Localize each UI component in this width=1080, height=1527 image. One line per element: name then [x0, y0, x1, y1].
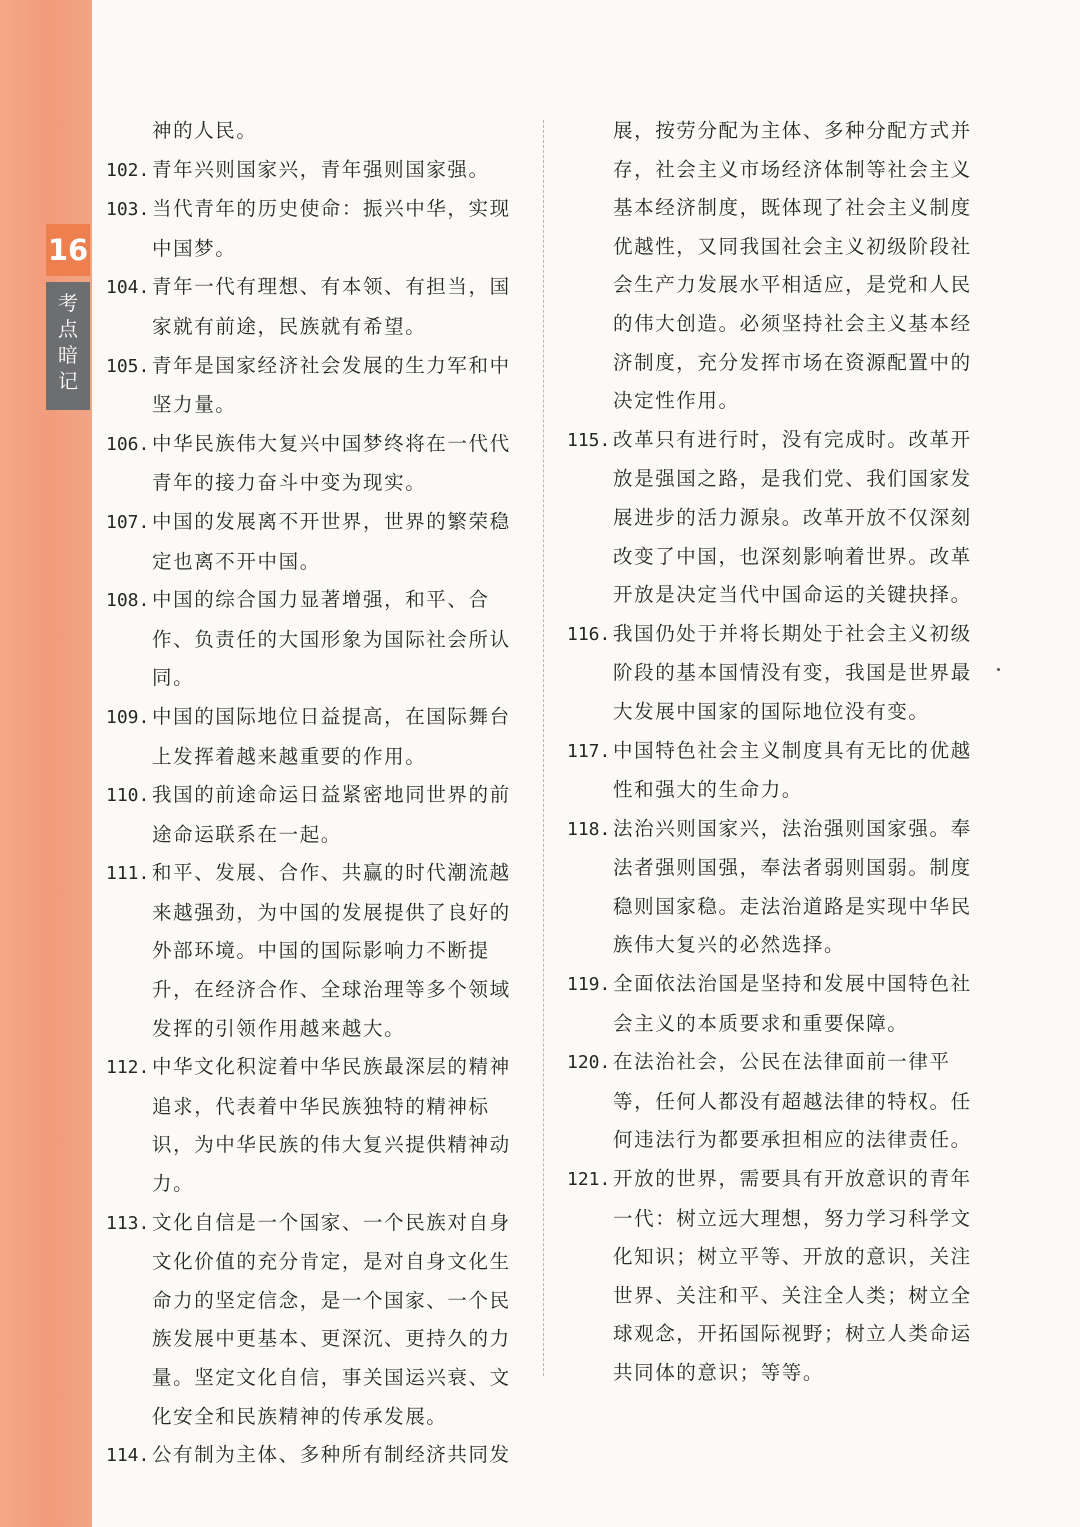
item-text: 开放的世界，需要具有开放意识的青年一代：树立远大理想，努力学习科学文化知识；树立平等、开放的意识，关注世界、关注和平、关注全人类；树立全球观念，开拓国际视野；树立人类命运共同体的意识；等等。: [613, 1167, 972, 1384]
item-text: 中国的发展离不开世界，世界的繁荣稳定也离不开中国。: [152, 509, 511, 573]
item-text: 青年是国家经济社会发展的生力军和中坚力量。: [152, 353, 511, 417]
item-number: 111.: [106, 863, 150, 885]
list-item: [106, 425, 526, 503]
item-text: 和平、发展、合作、共赢的时代潮流越来越强劲，为中国的发展提供了良好的外部环境。中国的国际影响力不断提升，在经济合作、全球治理等多个领域发挥的引领作用越来越大。: [152, 861, 511, 1040]
list-item: [106, 581, 526, 698]
list-item: [567, 421, 987, 615]
list-item: [106, 698, 526, 776]
list-item: [567, 810, 987, 965]
item-text: 改革只有进行时，没有完成时。改革开放是强国之路，是我们党、我们国家发展进步的活力源泉。改革开放不仅深刻改变了中国，也深刻影响着世界。改革开放是决定当代中国命运的关键抉择。: [613, 427, 972, 607]
list-item: [106, 347, 526, 425]
continuation-text: 展，按劳分配为主体、多种分配方式并存，社会主义市场经济体制等社会主义基本经济制度，既体现了社会主义制度优越性，又同我国社会主义初级阶段社会生产力发展水平相适应，是党和人民的伟大创造。必须坚持社会主义基本经济制度，充分发挥市场在资源配置中的决定性作用。: [613, 119, 972, 413]
item-number: 107.: [106, 511, 150, 533]
item-number: 108.: [106, 590, 150, 612]
list-item: [567, 732, 987, 810]
list-item: [567, 1160, 987, 1393]
list-item: [106, 854, 526, 1048]
item-number: 119.: [567, 974, 611, 996]
section-label-char: 暗: [58, 343, 78, 367]
item-number: 113.: [106, 1212, 150, 1234]
item-text: 我国的前途命运日益紧密地同世界的前途命运联系在一起。: [152, 783, 511, 846]
item-text: 文化自信是一个国家、一个民族对自身文化价值的充分肯定，是对自身文化生命力的坚定信念，是一个国家、一个民族发展中更基本、更深沉、更持久的力量。坚定文化自信，事关国运兴衰、文化安全和民族精神的传承发展。: [152, 1210, 511, 1428]
item-number: 116.: [567, 623, 611, 645]
item-number: 110.: [106, 785, 150, 807]
list-item: [106, 1204, 526, 1437]
item-number: 115.: [567, 429, 611, 451]
right-column: [567, 112, 987, 1393]
item-number: 109.: [106, 706, 150, 728]
item-text: 中国的国际地位日益提高，在国际舞台上发挥着越来越重要的作用。: [152, 704, 511, 768]
list-item: [567, 615, 987, 732]
list-item: [567, 965, 987, 1043]
page-number: 16: [46, 224, 90, 276]
item-text: 法治兴则国家兴，法治强则国家强。奉法者强则国强，奉法者弱则国弱。制度稳则国家稳。走法治道路是实现中华民族伟大复兴的必然选择。: [613, 816, 972, 957]
left-column: [106, 112, 526, 1476]
item-text: 中国的综合国力显著增强，和平、合作、负责任的大国形象为国际社会所认同。: [152, 588, 511, 690]
item-number: 102.: [106, 159, 150, 181]
item-text: 公有制为主体、多种所有制经济共同发: [152, 1443, 511, 1467]
item-number: 118.: [567, 818, 611, 840]
item-number: 117.: [567, 740, 611, 762]
item-number: 104.: [106, 277, 150, 299]
item-text: 中华文化积淀着中华民族最深层的精神追求，代表着中华民族独特的精神标识，为中华民族的伟大复兴提供精神动力。: [152, 1055, 511, 1196]
section-label-char: 点: [58, 317, 78, 341]
list-item: [106, 776, 526, 854]
item-number: 120.: [567, 1052, 611, 1074]
list-item: [106, 503, 526, 581]
item-text: 中华民族伟大复兴中国梦终将在一代代青年的接力奋斗中变为现实。: [152, 431, 511, 495]
list-item: [106, 1048, 526, 1203]
item-number: 114.: [106, 1445, 150, 1467]
item-text: 青年兴则国家兴，青年强则国家强。: [152, 157, 490, 181]
item-text: 当代青年的历史使命：振兴中华，实现中国梦。: [152, 197, 511, 260]
section-label-char: 记: [58, 369, 78, 393]
margin-dot: [997, 668, 1000, 671]
list-item: [106, 268, 526, 346]
continuation-text: 神的人民。: [152, 119, 258, 142]
list-item: [106, 1436, 526, 1476]
list-item: [106, 151, 526, 191]
item-text: 青年一代有理想、有本领、有担当，国家就有前途，民族就有希望。: [152, 275, 511, 338]
item-number: 106.: [106, 433, 150, 455]
item-number: 121.: [567, 1169, 611, 1191]
list-item: [567, 1043, 987, 1160]
column-divider: [543, 120, 544, 1376]
item-number: 112.: [106, 1057, 150, 1079]
section-label-char: 考: [58, 291, 78, 315]
item-text: 全面依法治国是坚持和发展中国特色社会主义的本质要求和重要保障。: [613, 972, 972, 1035]
list-item: [106, 190, 526, 268]
item-text: 在法治社会，公民在法律面前一律平等，任何人都没有超越法律的特权。任何违法行为都要承担相应的法律责任。: [613, 1050, 972, 1152]
item-number: 103.: [106, 199, 150, 221]
item-number: 105.: [106, 355, 150, 377]
section-tab: [46, 282, 90, 410]
item-text: 中国特色社会主义制度具有无比的优越性和强大的生命力。: [613, 738, 972, 802]
item-text: 我国仍处于并将长期处于社会主义初级阶段的基本国情没有变，我国是世界最大发展中国家的国际地位没有变。: [613, 621, 972, 723]
